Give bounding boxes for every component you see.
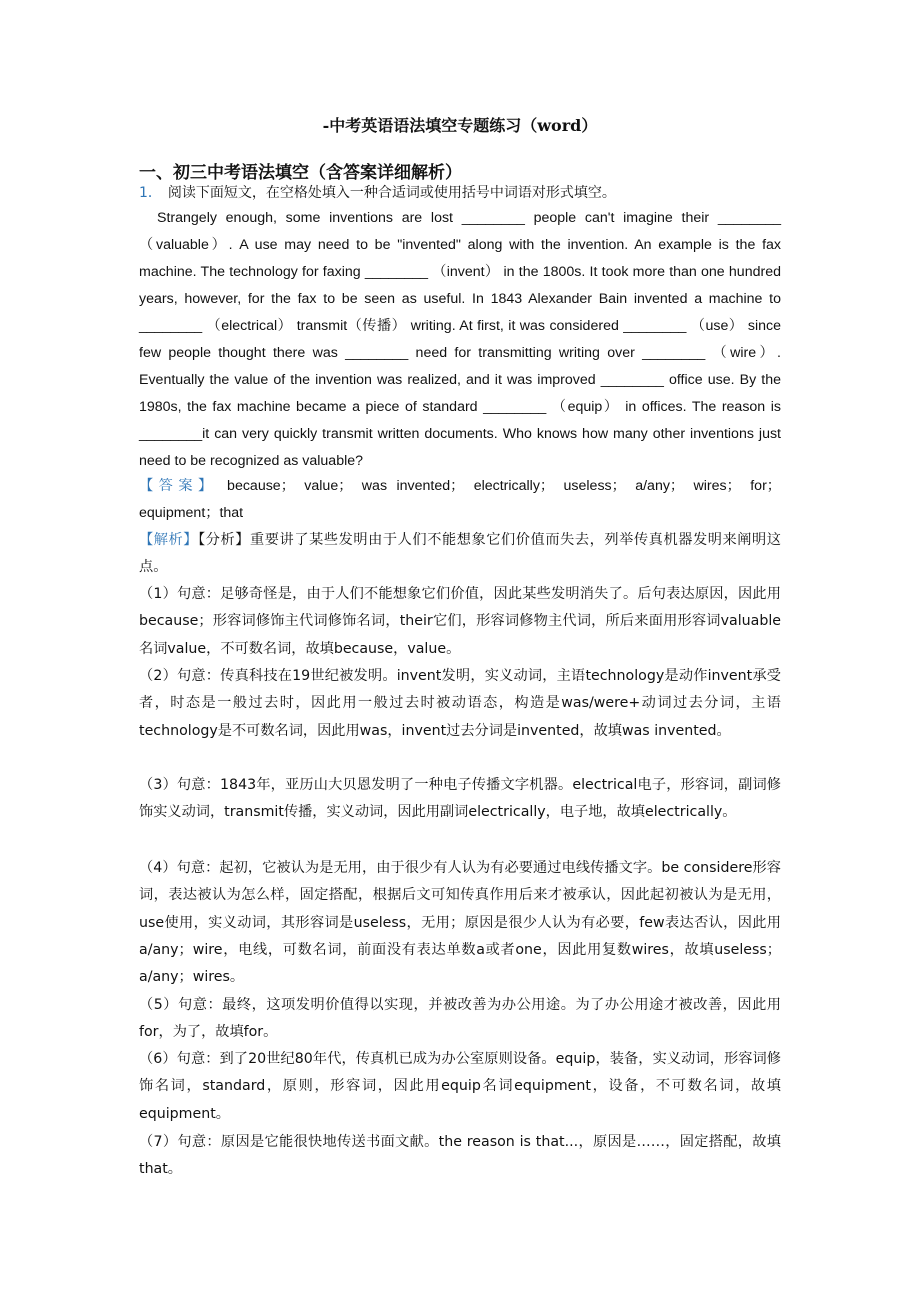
reading-passage: Strangely enough, some inventions are lost ________ people can't imagine their ________（valuable）. A use may need to be "invented" along with the invention. An example is the fax machine. The technology for faxing ________ （invent） in the 1800s. It took more than one hundred years, however, for the fax to be seen as useful. In 1843 Alexander Bain invented a machine to ________ （electrical） transmit（传播） writing. At first, it was considered ________ （use） since few people thought there was ________ need for transmitting writing over ________ （wire）. Eventually the value of the invention was realized, and it was improved ________ office use. By the 1980s, the fax machine became a piece of standard ________ （equip） in offices. The reason is ________it can very quickly transmit written documents. Who knows how many other inventions just need to be recognized as valuable? [139, 210, 781, 469]
analysis-label: 【解析】 [139, 532, 199, 548]
instruction-text: 阅读下面短文，在空格处填入一种合适词或使用括号中词语对形式填空。 [167, 185, 616, 201]
answer-text: because； value； was invented； electrically； useless； a/any； wires； for； equipment；that [139, 478, 781, 521]
explanation-paragraph: （7）句意：原因是它能很快地传送书面文献。the reason is that...，原因是……，固定搭配，故填that。 [139, 1134, 781, 1178]
question-number: 1． [139, 185, 162, 201]
answer-block [139, 473, 781, 527]
explanation-paragraph: （3）句意：1843年，亚历山大贝恩发明了一种电子传播文字机器。electrical电子，形容词，副词修饰实义动词，transmit传播，实义动词，因此用副词electrically，电子地，故填electrically。 [139, 777, 781, 821]
explanation-paragraph: （5）句意：最终，这项发明价值得以实现，并被改善为办公用途。为了办公用途才被改善，因此用for，为了，故填for。 [139, 997, 781, 1041]
explanation-paragraph: （2）句意：传真科技在19世纪被发明。invent发明，实义动词，主语technology是动作invent承受者，时态是一般过去时，因此用一般过去时被动语态，构造是was/were+动词过去分词，主语technology是不可数名词，因此用was，invent过去分词是invented，故填was invented。 [139, 668, 781, 739]
explanation-paragraph: （4）句意：起初，它被认为是无用，由于很少有人认为有必要通过电线传播文字。be considere形容词，表达被认为怎么样，固定搭配，根据后文可知传真作用后来才被承认，因此起初被认为是无用，use使用，实义动词，其形容词是useless，无用；原因是很少人认为有必要，few表达否认，因此用a/any；wire，电线，可数名词，前面没有表达单数a或者one，因此用复数wires，故填useless；a/any；wires。 [139, 860, 781, 986]
analysis-block [139, 527, 781, 581]
section-heading: 一、初三中考语法填空（含答案详细解析） [139, 163, 462, 183]
explanation-paragraph: （1）句意：足够奇怪是，由于人们不能想象它们价值，因此某些发明消失了。后句表达原因，因此用because；形容词修饰主代词修饰名词，their它们，形容词修物主代词，所后来面用形容词valuable 名词value，不可数名词，故填because，value。 [139, 586, 781, 657]
question-instruction [139, 182, 616, 202]
explanation-paragraph: （6）句意：到了20世纪80年代，传真机已成为办公室原则设备。equip，装备，实义动词，形容词修饰名词，standard，原则，形容词，因此用equip名词equipment，设备，不可数名词，故填equipment。 [139, 1051, 781, 1122]
document-title: -中考英语语法填空专题练习（word） [322, 116, 598, 135]
analysis-text: 【分析】重要讲了某些发明由于人们不能想象它们价值而失去，列举传真机器发明来阐明这点。 [139, 532, 781, 575]
answer-label: 【答案】 [139, 478, 218, 494]
